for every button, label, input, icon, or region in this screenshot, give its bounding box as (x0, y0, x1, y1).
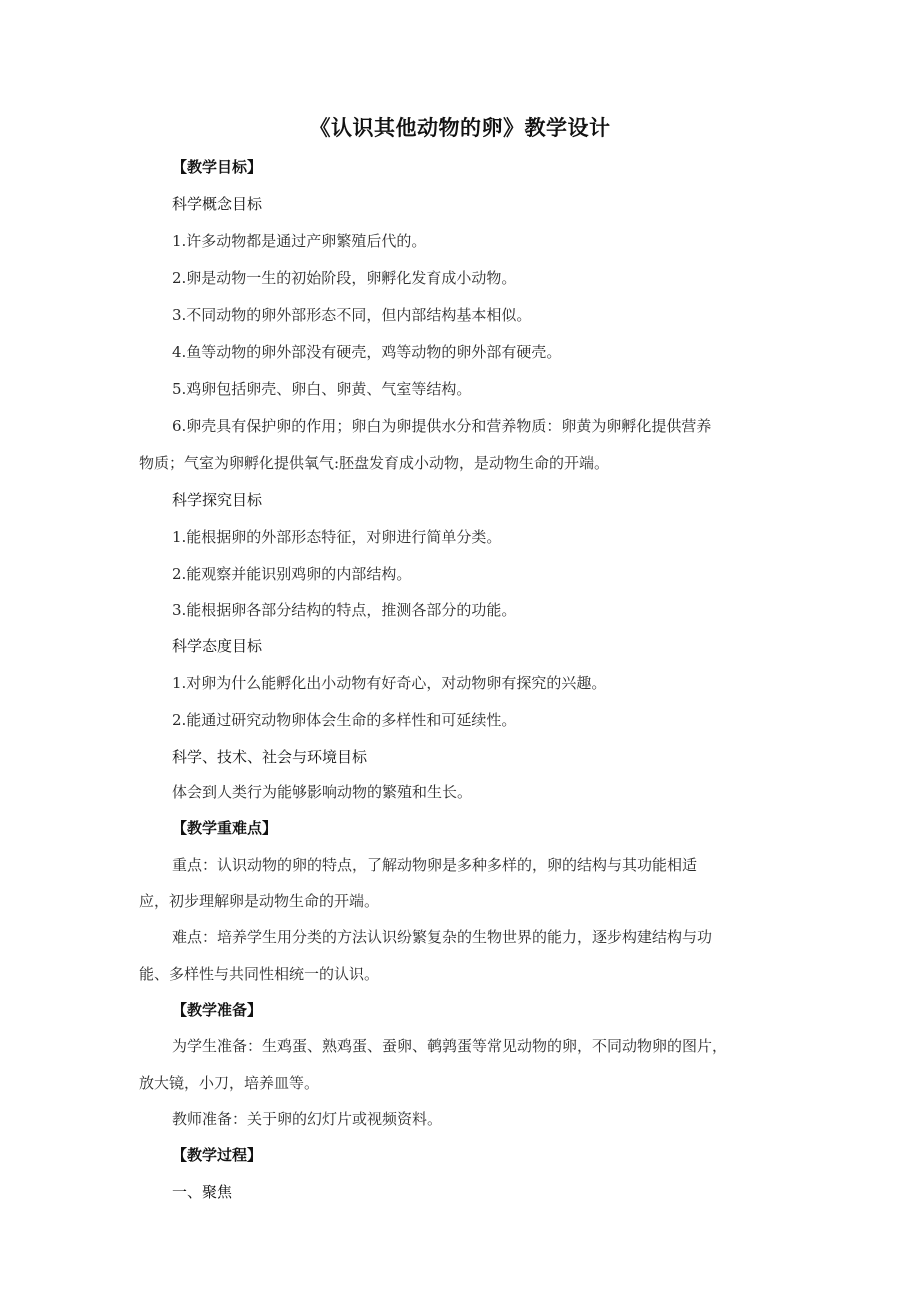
key-point-line: 能、多样性与共同性相统一的认识。 (139, 965, 380, 983)
concept-goal-item: 3.不同动物的卵外部形态不同，但内部结构基本相似。 (172, 306, 532, 324)
stse-goal-item: 体会到人类行为能够影响动物的繁殖和生长。 (172, 783, 473, 801)
section-heading-key-points: 【教学重难点】 (172, 819, 278, 837)
concept-goal-item: 4.鱼等动物的卵外部没有硬壳，鸡等动物的卵外部有硬壳。 (172, 343, 562, 361)
document-title: 《认识其他动物的卵》教学设计 (309, 116, 611, 140)
inquiry-goal-item: 3.能根据卵各部分结构的特点，推测各部分的功能。 (172, 601, 517, 619)
concept-goal-item: 1.许多动物都是通过产卵繁殖后代的。 (172, 232, 427, 250)
attitude-goal-item: 1.对卵为什么能孵化出小动物有好奇心，对动物卵有探究的兴趣。 (172, 674, 607, 692)
process-step-heading: 一、聚焦 (172, 1183, 233, 1201)
preparation-line: 教师准备：关于卵的幻灯片或视频资料。 (172, 1110, 443, 1128)
preparation-line: 放大镜，小刀，培养皿等。 (139, 1074, 320, 1092)
section-heading-goals: 【教学目标】 (172, 158, 263, 176)
concept-goal-item-continued: 物质；气室为卵孵化提供氧气:胚盘发育成小动物，是动物生命的开端。 (139, 454, 610, 472)
inquiry-goal-item: 1.能根据卵的外部形态特征，对卵进行简单分类。 (172, 528, 502, 546)
subsection-inquiry-goals: 科学探究目标 (172, 491, 263, 509)
section-heading-preparation: 【教学准备】 (172, 1001, 263, 1019)
section-heading-process: 【教学过程】 (172, 1146, 263, 1164)
concept-goal-item: 5.鸡卵包括卵壳、卵白、卵黄、气室等结构。 (172, 380, 472, 398)
preparation-line: 为学生准备：生鸡蛋、熟鸡蛋、蚕卵、鹌鹑蛋等常见动物的卵，不同动物卵的图片， (172, 1037, 728, 1055)
concept-goal-item: 2.卵是动物一生的初始阶段，卵孵化发育成小动物。 (172, 269, 517, 287)
inquiry-goal-item: 2.能观察并能识别鸡卵的内部结构。 (172, 565, 412, 583)
concept-goal-item: 6.卵壳具有保护卵的作用；卵白为卵提供水分和营养物质：卵黄为卵孵化提供营养 (172, 417, 712, 435)
key-point-line: 重点：认识动物的卵的特点，了解动物卵是多种多样的，卵的结构与其功能相适 (172, 856, 698, 874)
attitude-goal-item: 2.能通过研究动物卵体会生命的多样性和可延续性。 (172, 711, 517, 729)
key-point-line: 应，初步理解卵是动物生命的开端。 (139, 892, 380, 910)
key-point-line: 难点：培养学生用分类的方法认识纷繁复杂的生物世界的能力，逐步构建结构与功 (172, 928, 713, 946)
subsection-attitude-goals: 科学态度目标 (172, 637, 263, 655)
subsection-concept-goals: 科学概念目标 (172, 195, 263, 213)
subsection-stse-goals: 科学、技术、社会与环境目标 (172, 748, 368, 766)
